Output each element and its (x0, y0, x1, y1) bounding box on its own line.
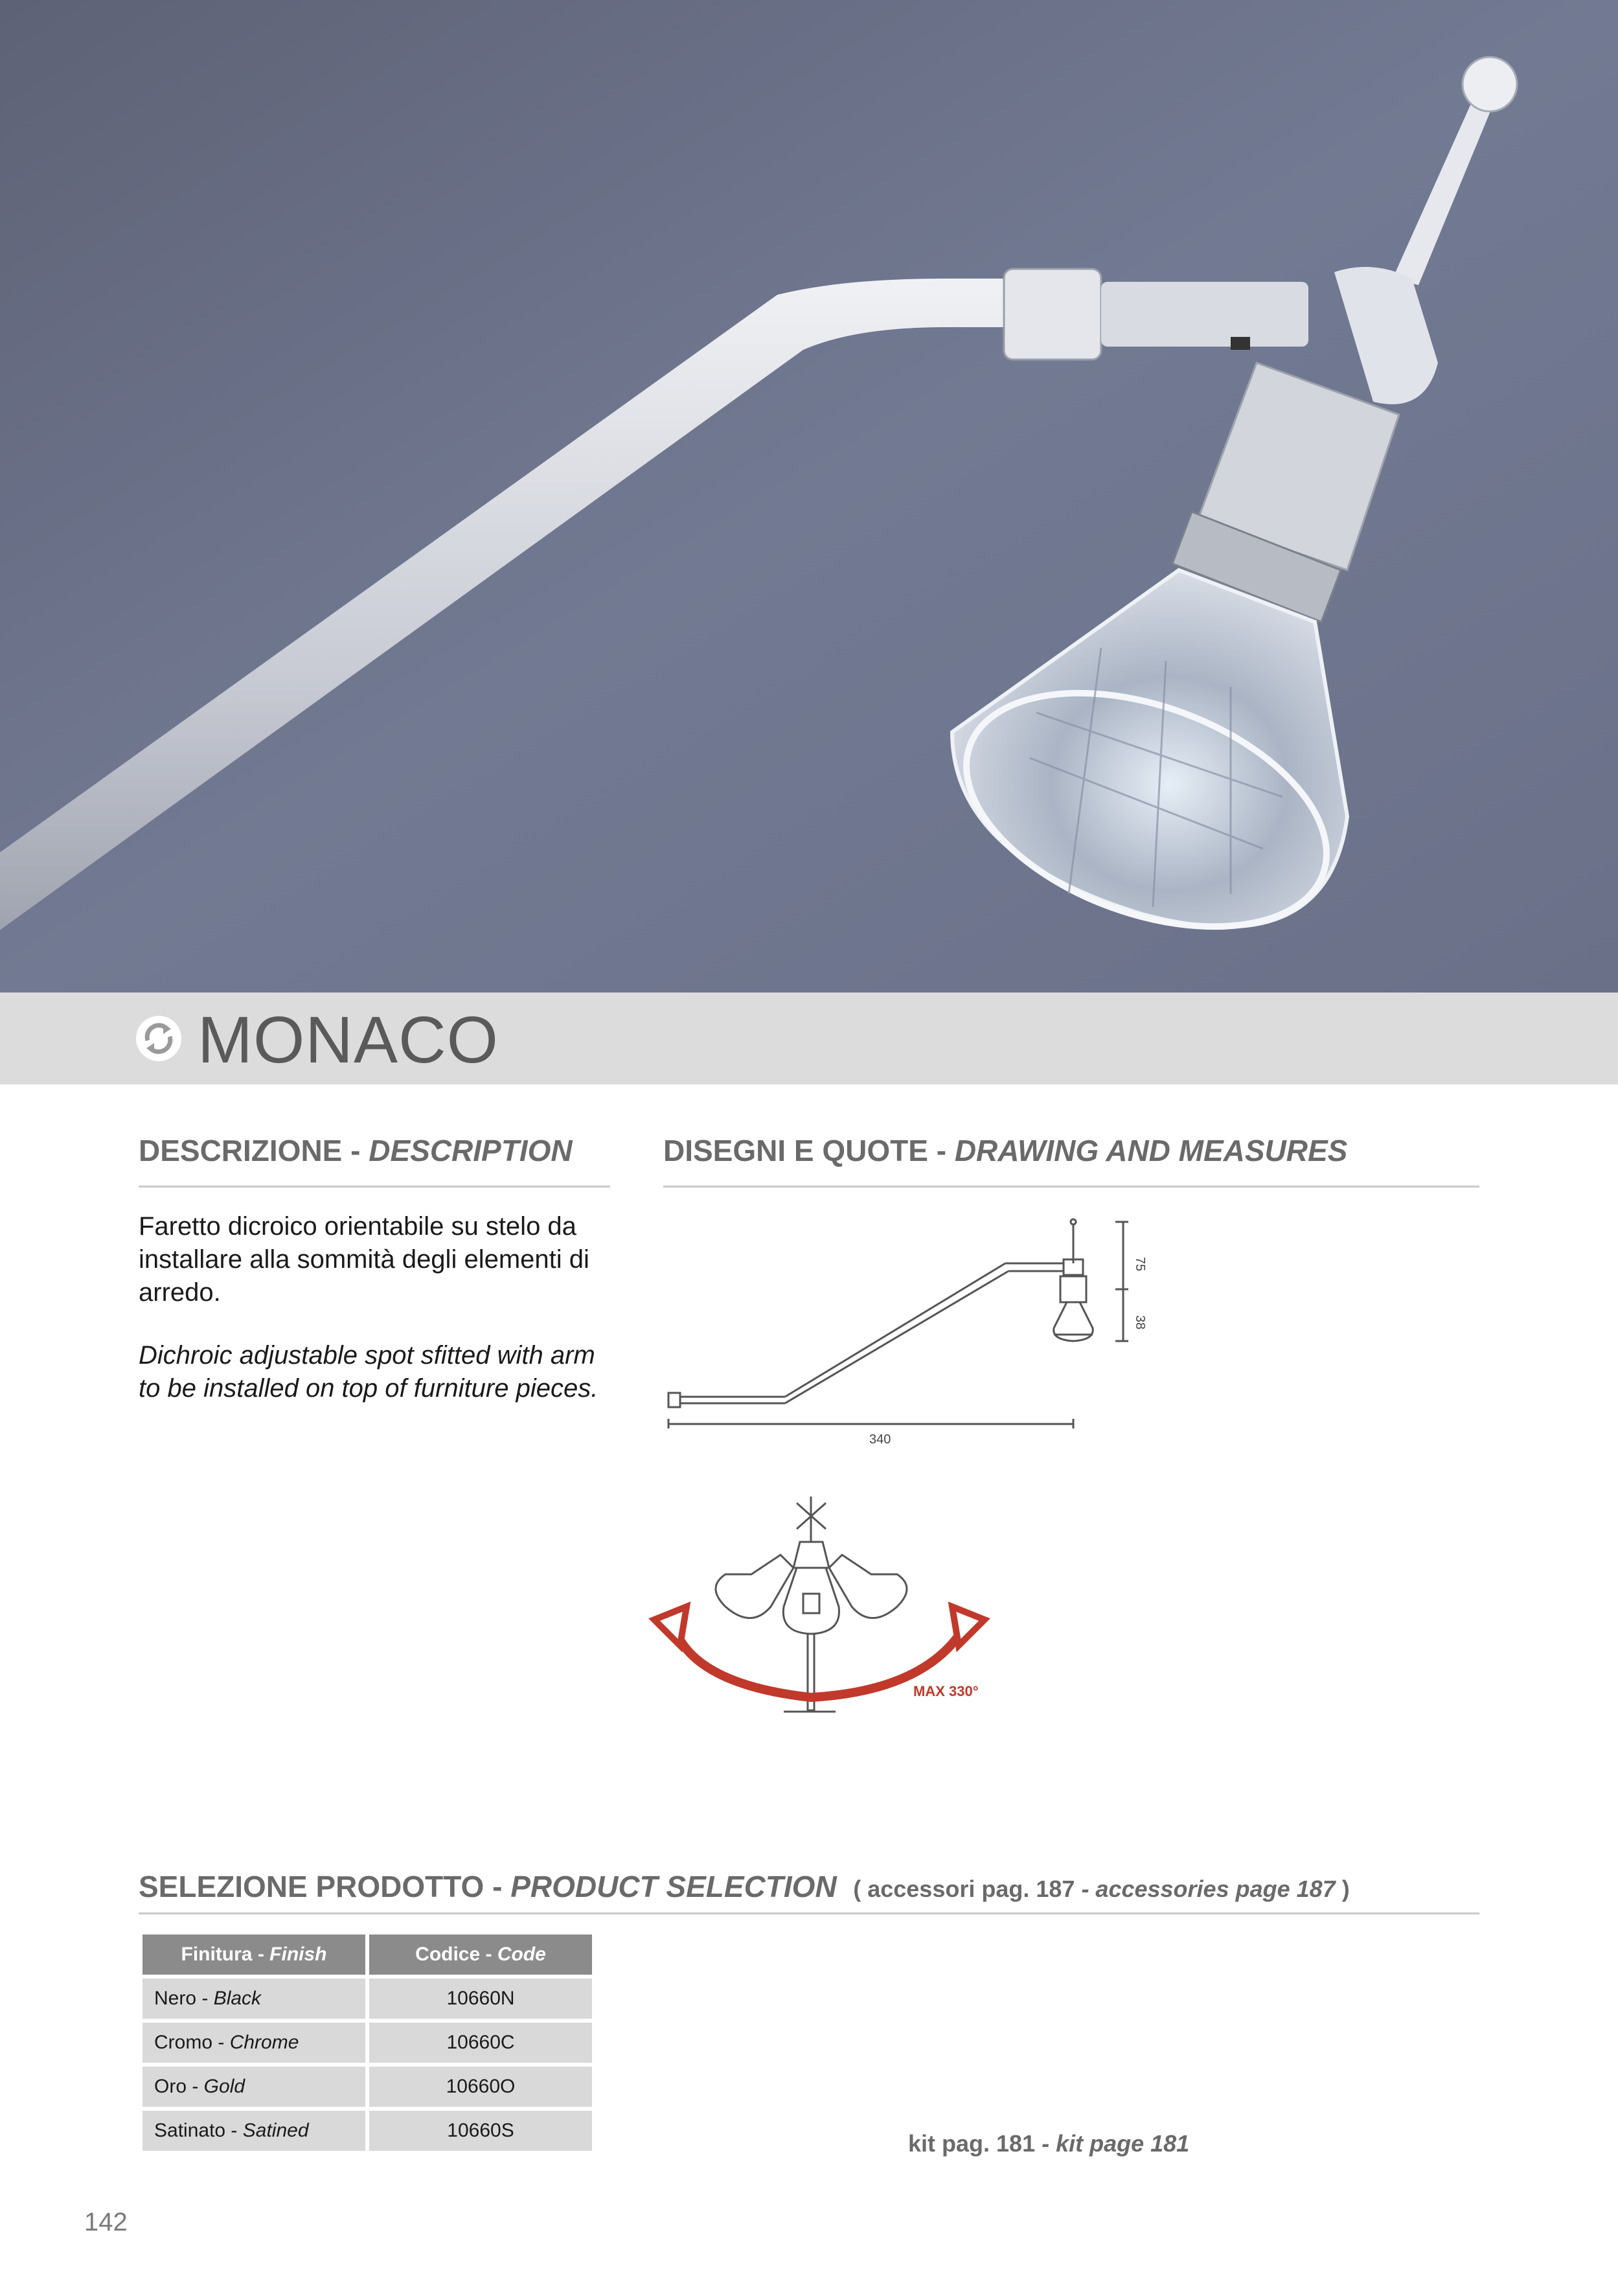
description-text-english: Dichroic adjustable spot sfitted with arm to be installed on top of furniture pieces. (139, 1341, 598, 1403)
accessories-note: ( accessori pag. 187 - accessories page 187 ) (853, 1876, 1350, 1902)
description-text-italian: Faretto dicroico orientabile su stelo da installare alla sommità degli elementi di arredo. (139, 1212, 589, 1307)
table-row (142, 2067, 592, 2107)
kit-note: kit pag. 181 - kit page 181 (908, 2130, 1190, 2157)
finish-cell: Oro - Gold (142, 2067, 365, 2107)
header-finish: Finitura - Finish (142, 1934, 365, 1975)
code-cell: 10660C (369, 2023, 592, 2063)
table-row (142, 2023, 592, 2063)
code-cell: 10660S (369, 2111, 592, 2151)
technical-drawing (662, 1211, 1180, 1458)
finish-cell: Nero - Black (142, 1979, 365, 2019)
rotation-max-label: MAX 330° (913, 1683, 979, 1699)
adjustable-rotate-icon (135, 1015, 183, 1062)
selection-heading: SELEZIONE PRODOTTO - PRODUCT SELECTION ( accessori pag. 187 - accessories page 187 ) (139, 1870, 1350, 1903)
code-cell: 10660O (369, 2067, 592, 2107)
finish-cell: Cromo - Chrome (142, 2023, 365, 2063)
code-cell: 10660N (369, 1979, 592, 2019)
description-divider (139, 1186, 610, 1188)
drawing-heading: DISEGNI E QUOTE - DRAWING AND MEASURES (663, 1134, 1348, 1167)
rotation-diagram (641, 1477, 1036, 1749)
description-heading: DESCRIZIONE - DESCRIPTION (139, 1134, 573, 1167)
table-row (142, 2111, 592, 2151)
dim-width-label: 340 (869, 1432, 891, 1447)
table-row (142, 1979, 592, 2019)
selection-divider (139, 1912, 1479, 1914)
page-number: 142 (84, 2208, 128, 2236)
drawing-divider (663, 1186, 1479, 1188)
product-table (139, 1931, 596, 2155)
dim-bottom-label: 38 (1133, 1315, 1147, 1330)
product-title: MONACO (198, 1003, 499, 1077)
finish-cell: Satinato - Satined (142, 2111, 365, 2151)
header-code: Codice - Code (369, 1934, 592, 1975)
product-photo (0, 0, 1618, 993)
dim-top-label: 75 (1133, 1257, 1147, 1272)
table-header-row (142, 1934, 592, 1975)
